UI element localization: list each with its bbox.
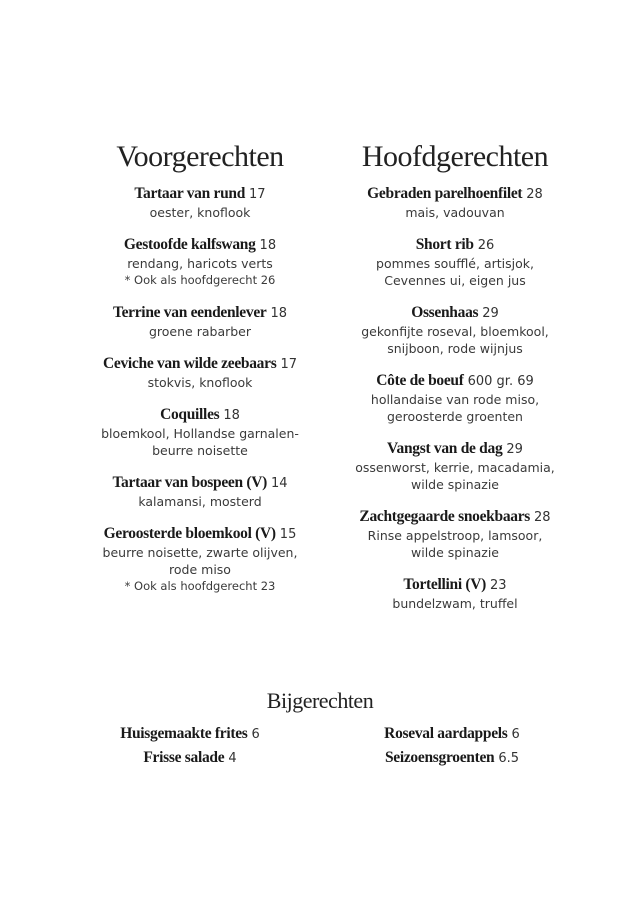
dish-name: Zachtgegaarde snoekbaars [359, 508, 531, 525]
dish-description: rendang, haricots verts [127, 256, 273, 271]
dish-price: 14 [271, 476, 288, 491]
dish-price: 29 [482, 306, 499, 321]
voorgerechten-section [80, 138, 320, 610]
dish-description: Cevennes ui, eigen jus [384, 273, 526, 288]
dish-name: Ceviche van wilde zeebaars [103, 355, 277, 372]
dish-description: snijboon, rode wijnjus [387, 341, 523, 356]
dish-description: stokvis, knoflook [147, 375, 253, 390]
side-price: 4 [228, 751, 237, 766]
dish-price: 18 [223, 408, 240, 423]
dish-description: gekonfijte roseval, bloemkool, [361, 324, 549, 339]
side-item [100, 722, 280, 746]
dish-description: hollandaise van rode miso, [370, 392, 540, 407]
dish-description: rode miso [169, 562, 231, 577]
side-price: 6 [251, 727, 260, 742]
dish-name: Tortellini (V) [403, 576, 487, 593]
dish-note: * Ook als hoofdgerecht 26 [124, 273, 276, 287]
dish-name: Vangst van de dag [387, 440, 503, 457]
dish-description: bloemkool, Hollandse garnalen- [101, 426, 299, 441]
section-title-bijgerechten: Bijgerechten [266, 688, 374, 713]
dish-price: 600 gr. 69 [467, 374, 534, 389]
dish-name: Tartaar van bospeen (V) [112, 474, 268, 491]
dish-description: oester, knoflook [149, 205, 251, 220]
dish-item [328, 440, 582, 493]
dish-name: Ossenhaas [411, 304, 479, 321]
side-price: 6 [511, 727, 520, 742]
section-title-hoofdgerechten: Hoofdgerechten [361, 140, 549, 173]
dish-item [328, 185, 582, 221]
side-name: Seizoensgroenten [384, 749, 495, 766]
dish-description: wilde spinazie [411, 477, 499, 492]
bijgerechten-section [0, 686, 640, 782]
dish-description: groene rabarber [148, 324, 252, 339]
dish-price: 15 [279, 527, 297, 542]
dish-item [328, 508, 582, 561]
dish-description: beurre noisette [152, 443, 248, 458]
dish-price: 17 [280, 357, 297, 372]
side-name: Frisse salade [143, 749, 225, 766]
dish-price: 18 [259, 238, 277, 253]
dish-description: geroosterde groenten [387, 409, 523, 424]
dish-description: kalamansi, mosterd [138, 494, 262, 509]
dish-name: Geroosterde bloemkool (V) [103, 525, 276, 542]
dish-price: 29 [506, 442, 523, 457]
dish-description: mais, vadouvan [405, 205, 505, 220]
dish-name: Short rib [415, 236, 474, 253]
dish-description: beurre noisette, zwarte olijven, [102, 545, 298, 560]
dish-item [80, 525, 320, 595]
dish-item [80, 304, 320, 340]
dish-item [80, 236, 320, 289]
dish-price: 18 [270, 306, 288, 321]
sides-right-column [362, 722, 542, 770]
dish-name: Gestoofde kalfswang [123, 236, 256, 253]
dish-price: 23 [490, 578, 507, 593]
dish-description: ossenworst, kerrie, macadamia, [355, 460, 555, 475]
dish-note: * Ook als hoofdgerecht 23 [124, 579, 276, 593]
dish-price: 26 [477, 238, 495, 253]
sides-left-column [100, 722, 280, 770]
dish-description: bundelzwam, truffel [392, 596, 518, 611]
side-name: Huisgemaakte frites [120, 725, 248, 742]
dish-item [328, 304, 582, 357]
dish-item [328, 576, 582, 612]
side-name: Roseval aardappels [384, 725, 508, 742]
section-title-voorgerechten: Voorgerechten [116, 140, 284, 173]
dish-item [80, 406, 320, 459]
dish-name: Coquilles [160, 406, 220, 423]
dish-name: Côte de boeuf [376, 372, 464, 389]
hoofdgerechten-section [328, 138, 582, 627]
dish-item [80, 474, 320, 510]
dish-item [328, 236, 582, 289]
dish-name: Terrine van eendenlever [112, 304, 267, 321]
side-item [362, 722, 542, 746]
dish-item [80, 185, 320, 221]
dish-description: Rinse appelstroop, lamsoor, [367, 528, 543, 543]
dish-price: 17 [249, 187, 266, 202]
dish-item [328, 372, 582, 425]
side-item [100, 746, 280, 770]
dish-item [80, 355, 320, 391]
dish-name: Gebraden parelhoenfilet [367, 185, 523, 202]
sides-grid [0, 722, 640, 782]
dish-description: pommes soufflé, artisjok, [376, 256, 534, 271]
dish-price: 28 [534, 510, 551, 525]
dish-description: wilde spinazie [411, 545, 499, 560]
dish-name: Tartaar van rund [134, 185, 246, 202]
dish-price: 28 [526, 187, 543, 202]
side-price: 6.5 [498, 751, 520, 766]
side-item [362, 746, 542, 770]
